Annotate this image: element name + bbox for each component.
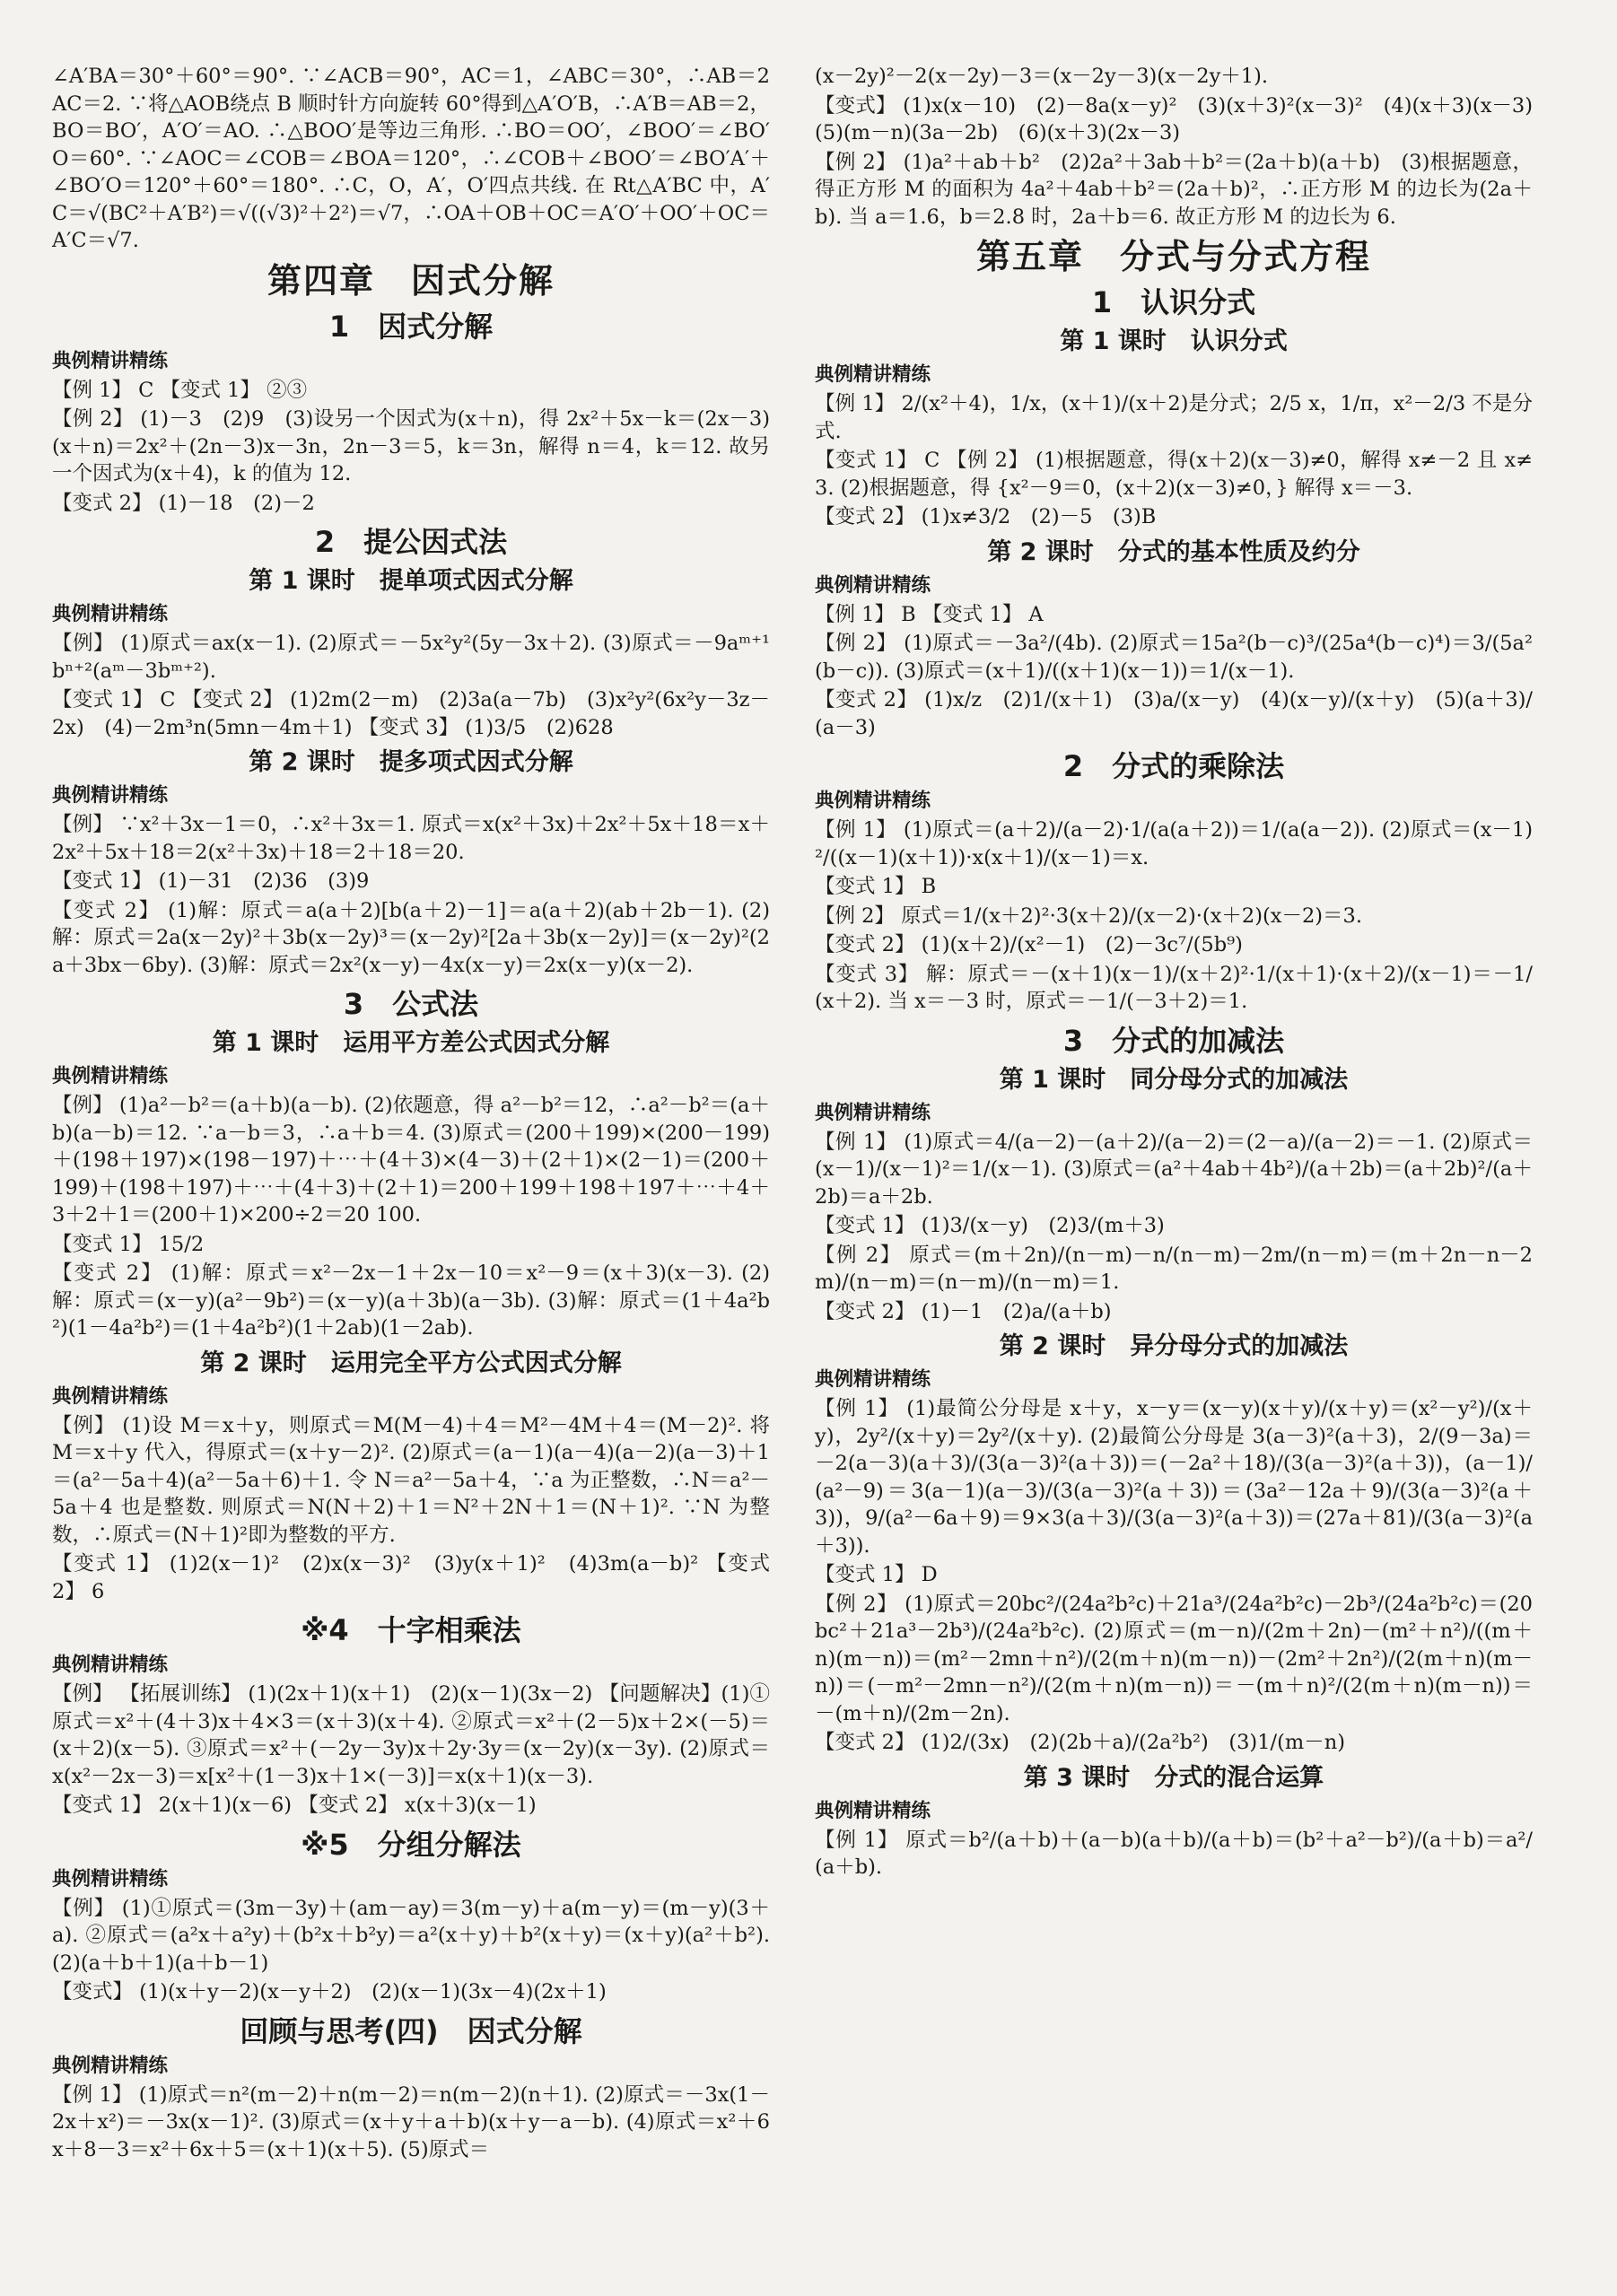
lesson-title: 第 2 课时 异分母分式的加减法	[999, 1332, 1349, 1360]
section-title: ※4 十字相乘法	[301, 1613, 521, 1647]
answer-paragraph: 【例 2】 原式＝(m＋2n)/(n－m)－n/(n－m)－2m/(n－m)＝(m＋2n－n－2m)/(n－m)＝(n－m)/(n－m)＝1.	[815, 1243, 1533, 1294]
answer-paragraph: 【例 2】 (1)－3 (2)9 (3)设另一个因式为(x＋n)，得 2x²＋5x－k＝(2x－3)(x＋n)＝2x²＋(2n－3)x－3n，2n－3＝5，k＝3n，解得 n＝4，k＝12. 故另一个因式为(x＋4)，k 的值为 12.	[52, 407, 770, 485]
answer-paragraph: 【例】 (1)原式＝ax(x－1). (2)原式＝－5x²y²(5y－3x＋2). (3)原式＝－9aᵐ⁺¹bⁿ⁺²(aᵐ－3bᵐ⁺²).	[52, 632, 770, 683]
subheading: 典例精讲精练	[52, 1065, 169, 1087]
answer-paragraph: 【例】 (1)设 M＝x＋y，则原式＝M(M－4)＋4＝M²－4M＋4＝(M－2)². 将 M＝x＋y 代入，得原式＝(x＋y－2)². (2)原式＝(a－1)(a－4)(a－2)(a－3)＋1＝(a²－5a＋4)(a²－5a＋6)＋1. 令 N＝a²－5a＋4，∵a 为正整数，∴N＝a²－5a＋4 也是整数. 则原式＝N(N＋2)＋1＝N²＋2N＋1＝(N＋1)². ∵N 为整数，∴原式＝(N＋1)²即为整数的平方.	[52, 1413, 777, 1547]
answer-paragraph: 【变式 2】 (1)解：原式＝x²－2x－1＋2x－10＝x²－9＝(x＋3)(x－3). (2)解：原式＝(x－y)(a²－9b²)＝(x－y)(a＋3b)(a－3b). (3)解：原式＝(1＋4a²b²)(1－4a²b²)＝(1＋4a²b²)(1＋2ab)(1－2ab).	[52, 1261, 770, 1340]
lesson-title: 第 1 课时 运用平方差公式因式分解	[212, 1029, 610, 1057]
answer-paragraph: 【例 1】 (1)原式＝(a＋2)/(a－2)·1/(a(a＋2))＝1/(a(a－2)). (2)原式＝(x－1)²/((x－1)(x＋1))·x(x＋1)/(x－1)＝x.	[815, 818, 1533, 869]
subheading: 典例精讲精练	[52, 1867, 169, 1890]
answer-paragraph: 【变式 2】 (1)－1 (2)a/(a＋b)	[815, 1299, 1112, 1323]
subheading: 典例精讲精练	[815, 363, 931, 386]
answer-paragraph: 【变式 1】 B	[815, 875, 937, 898]
section-title: ※5 分组分解法	[301, 1827, 521, 1862]
answer-paragraph: 【变式 1】 C 【变式 2】 (1)2m(2－m) (2)3a(a－7b) (3)x²y²(6x²y－3z－2x) (4)－2m³n(5mn－4m＋1) 【变式 3】 (1)3/5 (2)628	[52, 688, 770, 739]
answer-paragraph: 【例 1】 (1)最简公分母是 x＋y，x－y＝(x－y)(x＋y)/(x＋y)＝(x²－y²)/(x＋y)，2y²/(x＋y)＝2y²/(x＋y). (2)最简公分母是 3(a－3)²(a＋3)，2/(9－3a)＝－2(a－3)(a＋3)/(3(a－3)²(a＋3))＝(－2a²＋18)/(3(a－3)²(a＋3))，(a－1)/(a²－9)＝3(a－1)(a－3)/(3(a－3)²(a＋3))＝(3a²－12a＋9)/(3(a－3)²(a＋3))，9/(a²－6a＋9)＝9×3(a＋3)/(3(a－3)²(a＋3))＝(27a＋81)/(3(a－3)²(a＋3)).	[815, 1397, 1533, 1558]
answer-paragraph: 【变式 1】 (1)－31 (2)36 (3)9	[52, 869, 370, 893]
lesson-title: 第 2 课时 运用完全平方公式因式分解	[200, 1349, 622, 1377]
answer-paragraph: ∠A′BA＝30°＋60°＝90°. ∵∠ACB＝90°，AC＝1，∠ABC＝30°，∴AB＝2AC＝2. ∵将△AOB绕点 B 顺时针方向旋转 60°得到△A′O′B，∴A′B＝AB＝2，BO＝BO′，A′O′＝AO. ∴△BOO′是等边三角形. ∴BO＝OO′，∠BOO′＝∠BO′O＝60°. ∵∠AOC＝∠COB＝∠BOA＝120°，∴∠COB＋∠BOO′＝∠BO′A′＋∠BO′O＝120°＋60°＝180°. ∴C，O，A′，O′四点共线. 在 Rt△A′BC 中，A′C＝√(BC²＋A′B²)＝√((√3)²＋2²)＝√7，∴OA＋OB＋OC＝A′O′＋OO′＋OC＝A′C＝√7.	[52, 65, 770, 252]
answer-paragraph: 【变式 2】 (1)解：原式＝a(a＋2)[b(a＋2)－1]＝a(a＋2)(ab＋2b－1). (2)解：原式＝2a(x－2y)²＋3b(x－2y)³＝(x－2y)²[2a＋3b(x－2y)]＝(x－2y)²(2a＋3bx－6by). (3)解：原式＝2x²(x－y)－4x(x－y)＝2x(x－y)(x－2).	[52, 898, 770, 977]
subheading: 典例精讲精练	[52, 2054, 169, 2077]
answer-paragraph: 【变式 2】 (1)(x＋2)/(x²－1) (2)－3c⁷/(5b⁹)	[815, 933, 1243, 956]
left-column	[52, 63, 777, 2165]
lesson-title: 第 2 课时 分式的基本性质及约分	[987, 537, 1360, 566]
answer-paragraph: 【例 1】 (1)原式＝4/(a－2)－(a＋2)/(a－2)＝(2－a)/(a－2)＝－1. (2)原式＝(x－1)/(x－1)²＝1/(x－1). (3)原式＝(a²＋4ab＋4b²)/(a＋2b)＝(a＋2b)²/(a＋2b)＝a＋2b.	[815, 1130, 1533, 1209]
answer-paragraph: 【例】 (1)①原式＝(3m－3y)＋(am－ay)＝3(m－y)＋a(m－y)＝(m－y)(3＋a). ②原式＝(a²x＋a²y)＋(b²x＋b²y)＝a²(x＋y)＋b²(x＋y)＝(x＋y)(a²＋b²). (2)(a＋b＋1)(a＋b－1)	[52, 1896, 777, 1975]
answer-paragraph: 【例 1】 2/(x²＋4)，1/x，(x＋1)/(x＋2)是分式；2/5 x，1/π，x²－2/3 不是分式.	[815, 392, 1533, 443]
answer-paragraph: 【变式 2】 (1)2/(3x) (2)(2b＋a)/(2a²b²) (3)1/(m－n)	[815, 1731, 1345, 1754]
answer-paragraph: 【变式 1】 D	[815, 1563, 938, 1586]
answer-paragraph: 【变式 2】 (1)x/z (2)1/(x＋1) (3)a/(x－y) (4)(x－y)/(x＋y) (5)(a＋3)/(a－3)	[815, 688, 1533, 739]
answer-paragraph: 【例 2】 原式＝1/(x＋2)²·3(x＋2)/(x－2)·(x＋2)(x－2)＝3.	[815, 904, 1363, 928]
answer-paragraph: 【变式 2】 (1)－18 (2)－2	[52, 491, 315, 515]
answer-paragraph: 【例 2】 (1)a²＋ab＋b² (2)2a²＋3ab＋b²＝(2a＋b)(a＋b) (3)根据题意，得正方形 M 的面积为 4a²＋4ab＋b²＝(2a＋b)²，∴正方形 M 的边长为(2a＋b). 当 a＝1.6，b＝2.8 时，2a＋b＝6. 故正方形 M 的边长为 6.	[815, 150, 1533, 229]
right-column	[815, 63, 1553, 1883]
subheading: 典例精讲精练	[815, 1101, 931, 1124]
answer-paragraph: 【例 1】 B 【变式 1】 A	[815, 602, 1044, 626]
subheading: 典例精讲精练	[52, 349, 169, 372]
lesson-title: 第 2 课时 提多项式因式分解	[249, 748, 573, 776]
section-title: 回顾与思考(四) 因式分解	[240, 2013, 582, 2048]
section-title: 1 因式分解	[328, 309, 494, 344]
answer-paragraph: 【例 1】 原式＝b²/(a＋b)＋(a－b)(a＋b)/(a＋b)＝(b²＋a²－b²)/(a＋b)＝a²/(a＋b).	[815, 1828, 1533, 1879]
section-title: 2 分式的乘除法	[1062, 749, 1285, 783]
subheading: 典例精讲精练	[52, 784, 169, 807]
lesson-title: 第 1 课时 认识分式	[1060, 327, 1288, 355]
answer-paragraph: 【变式 1】 C 【例 2】 (1)根据题意，得(x＋2)(x－3)≠0，解得 x≠－2 且 x≠3. (2)根据题意，得 {x²－9＝0，(x＋2)(x－3)≠0，} 解得 x＝－3.	[815, 449, 1533, 500]
subheading: 典例精讲精练	[815, 790, 931, 812]
chapter-title: 第四章 因式分解	[267, 260, 555, 301]
answer-paragraph: 【变式 1】 15/2	[52, 1232, 205, 1256]
subheading: 典例精讲精练	[52, 1654, 169, 1676]
section-title: 2 提公因式法	[314, 525, 508, 559]
answer-paragraph: 【变式 3】 解：原式＝－(x＋1)(x－1)/(x＋2)²·1/(x＋1)·(x＋2)/(x－1)＝－1/(x＋2). 当 x＝－3 时，原式＝－1/(－3＋2)＝1.	[815, 962, 1533, 1013]
lesson-title: 第 1 课时 提单项式因式分解	[249, 567, 573, 595]
answer-paragraph: 【例】 (1)a²－b²＝(a＋b)(a－b). (2)依题意，得 a²－b²＝12，∴a²－b²＝(a＋b)(a－b)＝12. ∵a－b＝3，∴a＋b＝4. (3)原式＝(200＋199)×(200－199)＋(198＋197)×(198－197)＋⋯＋(4＋3)×(4－3)＋(2＋1)×(2－1)＝(200＋199)＋(198＋197)＋⋯＋(4＋3)＋(2＋1)＝200＋199＋198＋197＋⋯＋4＋3＋2＋1＝(200＋1)×200÷2＝20 100.	[52, 1094, 770, 1227]
answer-paragraph: 【例 2】 (1)原式＝20bc²/(24a²b²c)＋21a³/(24a²b²c)－2b³/(24a²b²c)＝(20bc²＋21a³－2b³)/(24a²b²c). (2)原式＝(m－n)/(2m＋2n)－(m²＋n²)/((m＋n)(m－n))＝(m²－2mn＋n²)/(2(m＋n)(m－n))－(2m²＋2n²)/(2(m＋n)(m－n))＝(－m²－2mn－n²)/(2(m＋n)(m－n))＝－(m＋n)²/(2(m＋n)(m－n))＝－(m＋n)/(2m－2n).	[815, 1592, 1533, 1725]
answer-paragraph: 【变式】 (1)(x＋y－2)(x－y＋2) (2)(x－1)(3x－4)(2x＋1)	[52, 1980, 607, 2004]
subheading: 典例精讲精练	[815, 1799, 931, 1822]
subheading: 典例精讲精练	[52, 603, 169, 625]
answer-paragraph: 【例 1】 (1)原式＝n²(m－2)＋n(m－2)＝n(m－2)(n＋1). (2)原式＝－3x(1－2x＋x²)＝－3x(x－1)². (3)原式＝(x＋y＋a＋b)(x＋y－a－b). (4)原式＝x²＋6x＋8－3＝x²＋6x＋5＝(x＋1)(x＋5). (5)原式＝	[52, 2082, 770, 2161]
answer-paragraph: 【变式 1】 (1)3/(x－y) (2)3/(m＋3)	[815, 1214, 1165, 1237]
answer-paragraph: 【变式 1】 (1)2(x－1)² (2)x(x－3)² (3)y(x＋1)² (4)3m(a－b)² 【变式 2】 6	[52, 1552, 777, 1603]
section-title: 1 认识分式	[1091, 285, 1256, 319]
answer-paragraph: 【变式】 (1)x(x－10) (2)－8a(x－y)² (3)(x＋3)²(x－3)² (4)(x＋3)(x－3) (5)(m－n)(3a－2b) (6)(x＋3)(2x－3)	[815, 93, 1553, 144]
answer-paragraph: (x－2y)²－2(x－2y)－3＝(x－2y－3)(x－2y＋1).	[815, 65, 1269, 88]
subheading: 典例精讲精练	[815, 1368, 931, 1391]
section-title: 3 分式的加减法	[1062, 1023, 1285, 1058]
answer-paragraph: 【变式 2】 (1)x≠3/2 (2)－5 (3)B	[815, 505, 1157, 528]
subheading: 典例精讲精练	[815, 573, 931, 597]
lesson-title: 第 1 课时 同分母分式的加减法	[999, 1065, 1349, 1094]
lesson-title: 第 3 课时 分式的混合运算	[1023, 1763, 1324, 1792]
section-title: 3 公式法	[343, 987, 479, 1021]
answer-paragraph: 【例 1】 C 【变式 1】 ②③	[52, 378, 308, 402]
answer-paragraph: 【例】 ∵x²＋3x－1＝0，∴x²＋3x＝1. 原式＝x(x²＋3x)＋2x²＋5x＋18＝x＋2x²＋5x＋18＝2(x²＋3x)＋18＝2＋18＝20.	[52, 813, 770, 864]
answer-paragraph: 【例 2】 (1)原式＝－3a²/(4b). (2)原式＝15a²(b－c)³/(25a⁴(b－c)⁴)＝3/(5a²(b－c)). (3)原式＝(x＋1)/((x＋1)(x－1))＝1/(x－1).	[815, 632, 1533, 683]
answer-paragraph: 【变式 1】 2(x＋1)(x－6) 【变式 2】 x(x＋3)(x－1)	[52, 1794, 537, 1817]
answer-paragraph: 【例】 【拓展训练】 (1)(2x＋1)(x＋1) (2)(x－1)(3x－2) 【问题解决】(1)①原式＝x²＋(4＋3)x＋4×3＝(x＋3)(x＋4). ②原式＝x²＋(2－5)x＋2×(－5)＝(x＋2)(x－5). ③原式＝x²＋(－2y－3y)x＋2y·3y＝(x－2y)(x－3y). (2)原式＝x(x²－2x－3)＝x[x²＋(1－3)x＋1×(－3)]＝x(x＋1)(x－3).	[52, 1682, 770, 1788]
chapter-title: 第五章 分式与分式方程	[975, 237, 1371, 276]
subheading: 典例精讲精练	[52, 1384, 169, 1408]
